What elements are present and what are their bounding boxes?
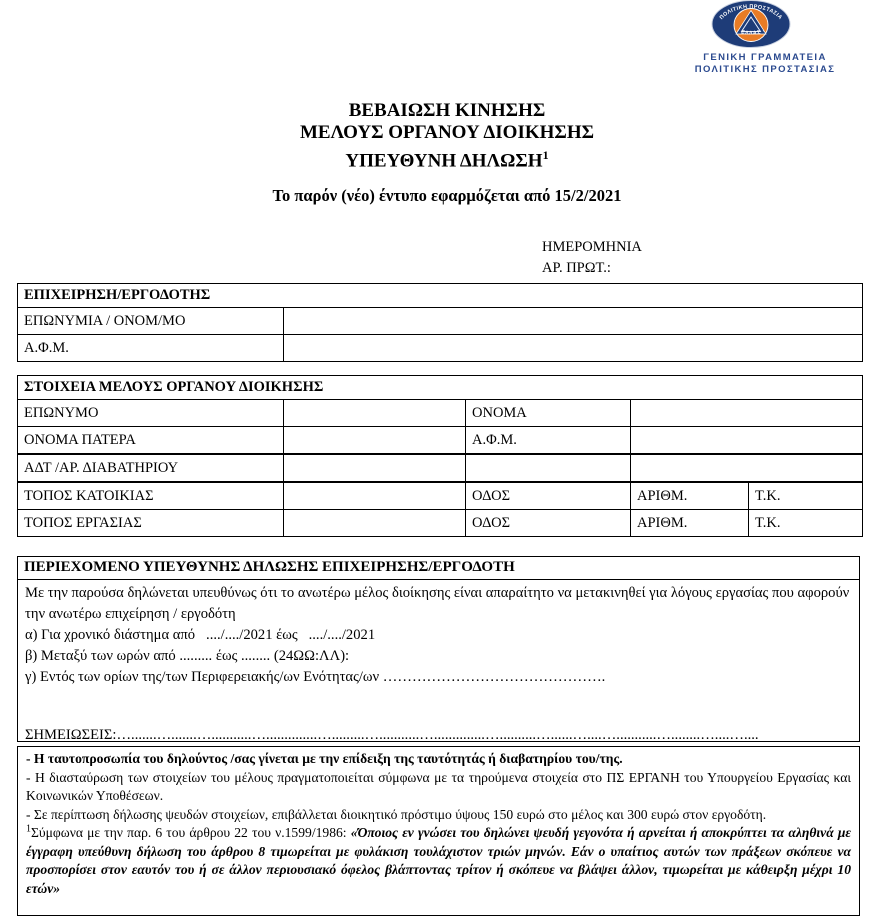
- field-label-residence-postcode[interactable]: Τ.Κ.: [749, 482, 863, 510]
- field-label-work-street[interactable]: ΟΔΟΣ: [466, 510, 631, 537]
- form-title: [17, 100, 877, 172]
- employer-table-header: ΕΠΙΧΕΙΡΗΣΗ/ΕΡΓΟΔΟΤΗΣ: [18, 284, 863, 308]
- field-label-work-place: ΤΟΠΟΣ ΕΡΓΑΣΙΑΣ: [18, 510, 284, 537]
- note-identity-verification: - Η ταυτοπροσωπία του δηλούντος /σας γίνεται με την επίδειξη της ταυτότητάς ή διαβατηρίου του/της.: [26, 751, 623, 766]
- field-value-member-afm[interactable]: [631, 427, 863, 455]
- field-label-firstname: ΟΝΟΜΑ: [466, 400, 631, 427]
- field-value-id-passport-2[interactable]: [466, 454, 631, 482]
- table-row: [18, 427, 863, 455]
- member-table-header-row: [18, 376, 863, 400]
- field-value-residence-place[interactable]: [284, 482, 466, 510]
- employer-table-header-row: [18, 284, 863, 308]
- table-row: [18, 482, 863, 510]
- form-title-line-1: ΒΕΒΑΙΩΣΗ ΚΙΝΗΣΗΣ: [348, 100, 546, 121]
- table-row: [18, 400, 863, 427]
- civil-protection-badge-icon: [711, 0, 791, 48]
- field-label-employer-afm: Α.Φ.Μ.: [18, 335, 284, 362]
- field-label-member-afm: Α.Φ.Μ.: [466, 427, 631, 455]
- legal-footnote: [26, 824, 851, 898]
- field-label-surname: ΕΠΩΝΥΜΟ: [18, 400, 284, 427]
- field-value-work-place[interactable]: [284, 510, 466, 537]
- date-label: ΗΜΕΡΟΜΗΝΙΑ: [542, 239, 642, 255]
- table-row: [18, 454, 863, 482]
- meta-block: [542, 237, 642, 279]
- declaration-header: ΠΕΡΙΕΧΟΜΕΝΟ ΥΠΕΥΘΥΝΗΣ ΔΗΛΩΣΗΣ ΕΠΙΧΕΙΡΗΣΗΣ/ΕΡΓΟΔΟΤΗ: [18, 557, 859, 580]
- field-value-surname[interactable]: [284, 400, 466, 427]
- note-ergani-crosscheck: - Η διασταύρωση των στοιχείων του μέλους πραγματοποιείται σύμφωνα με τα τηρούμενα στοιχεία στο ΠΣ ΕΡΓΑΝΗ του Υπουργείου Εργασίας και Κοινωνικών Υποθέσεων.: [26, 769, 851, 803]
- table-row: [18, 510, 863, 537]
- protocol-number-label: ΑΡ. ΠΡΩΤ.:: [542, 260, 611, 276]
- member-table-header: ΣΤΟΙΧΕΙΑ ΜΕΛΟΥΣ ΟΡΓΑΝΟΥ ΔΙΟΙΚΗΣΗΣ: [18, 376, 863, 400]
- employer-table: [17, 283, 863, 362]
- legal-footnote-marker: 1: [26, 823, 31, 835]
- field-label-residence-street[interactable]: ΟΔΟΣ: [466, 482, 631, 510]
- badge-bottom-text: · ΕΛΛΑΣ ·: [736, 28, 766, 37]
- field-value-id-passport[interactable]: [284, 454, 466, 482]
- field-label-work-postcode[interactable]: Τ.Κ.: [749, 510, 863, 537]
- field-value-company-name[interactable]: [284, 308, 863, 335]
- declaration-item-c[interactable]: γ) Εντός των ορίων της/των Περιφερειακής/ων Ενότητας/ων ……………………………………….: [25, 669, 606, 685]
- notes-label: ΣΗΜΕΙΩΣΕΙΣ:: [25, 727, 117, 743]
- note-false-declaration-fine: - Σε περίπτωση δήλωσης ψευδών στοιχείων, επιβάλλεται διοικητικό πρόστιμο ύψους 150 ευρώ στο μέλος και 300 ευρώ στον εργοδότη.: [26, 806, 767, 822]
- legal-footnote-quote: «Όποιος εν γνώσει του δηλώνει ψευδή γεγονότα ή αρνείται ή αποκρύπτει τα αληθινά με έγγραφη υπεύθυνη δήλωση του άρθρου 8 τιμωρείται με φυλάκιση τουλάχιστον τριών μηνών. Εάν ο υπαίτιος αυτών των πράξεων σκόπευε να προσπορίσει στον εαυτόν του ή σε άλλον περιουσιακό όφελος βλάπτοντας τρίτον ή σκόπευε να βλάψει άλλον, τιμωρείται με κάθειρξη μέχρι 10 ετών»: [26, 825, 851, 896]
- declaration-intro: Με την παρούσα δηλώνεται υπευθύνως ότι το ανωτέρω μέλος διοίκησης είναι απαραίτητο να μετακινηθεί για λόγους εργασίας που αφορούν την ανωτέρω επιχείρηση / εργοδότη: [25, 585, 850, 622]
- field-label-residence-number[interactable]: ΑΡΙΘΜ.: [631, 482, 749, 510]
- notes-fill-line[interactable]: ….......….......…...........…..............….........…...........…..............…..........…......…....…...........…........…....…....: [116, 727, 759, 743]
- agency-name-line-2: ΠΟΛΙΤΙΚΗΣ ΠΡΟΣΤΑΣΙΑΣ: [694, 64, 836, 75]
- field-label-id-passport: ΑΔΤ /ΑΡ. ΔΙΑΒΑΤΗΡΙΟΥ: [18, 454, 284, 482]
- form-title-line-2: ΜΕΛΟΥΣ ΟΡΓΑΝΟΥ ΔΙΟΙΚΗΣΗΣ: [299, 122, 595, 143]
- table-row: [18, 308, 863, 335]
- agency-name-line-1: ΓΕΝΙΚΗ ΓΡΑΜΜΑΤΕΙΑ: [703, 52, 827, 63]
- legal-footnote-intro: Σύμφωνα με την παρ. 6 του άρθρου 22 του ν.1599/1986:: [31, 825, 351, 840]
- field-value-fathers-name[interactable]: [284, 427, 466, 455]
- civil-protection-logo: [660, 0, 870, 76]
- field-label-fathers-name: ΟΝΟΜΑ ΠΑΤΕΡΑ: [18, 427, 284, 455]
- table-row: [18, 335, 863, 362]
- declaration-item-b[interactable]: β) Μεταξύ των ωρών από ......... έως ........ (24ΩΩ:ΛΛ):: [25, 648, 350, 664]
- field-value-employer-afm[interactable]: [284, 335, 863, 362]
- effective-date-note: Το παρόν (νέο) έντυπο εφαρμόζεται από 15/2/2021: [272, 186, 622, 205]
- declaration-item-a[interactable]: α) Για χρονικό διάστημα από ..../..../2021 έως ..../..../2021: [25, 627, 376, 643]
- badge-top-text: ΠΟΛΙΤΙΚΗ ΠΡΟΣΤΑΣΙΑ: [718, 3, 784, 22]
- field-label-work-number[interactable]: ΑΡΙΘΜ.: [631, 510, 749, 537]
- field-label-company-name: ΕΠΩΝΥΜΙΑ / ΟΝΟΜ/ΜΟ: [18, 308, 284, 335]
- field-label-residence-place: ΤΟΠΟΣ ΚΑΤΟΙΚΙΑΣ: [18, 482, 284, 510]
- field-value-id-passport-3[interactable]: [631, 454, 863, 482]
- legal-notes-box: [17, 746, 860, 916]
- member-table: [17, 375, 863, 537]
- declaration-content-box: [17, 556, 860, 742]
- footnote-reference: 1: [542, 148, 549, 162]
- field-value-firstname[interactable]: [631, 400, 863, 427]
- form-title-line-3: ΥΠΕΥΘΥΝΗ ΔΗΛΩΣΗ$^1$: [345, 148, 549, 172]
